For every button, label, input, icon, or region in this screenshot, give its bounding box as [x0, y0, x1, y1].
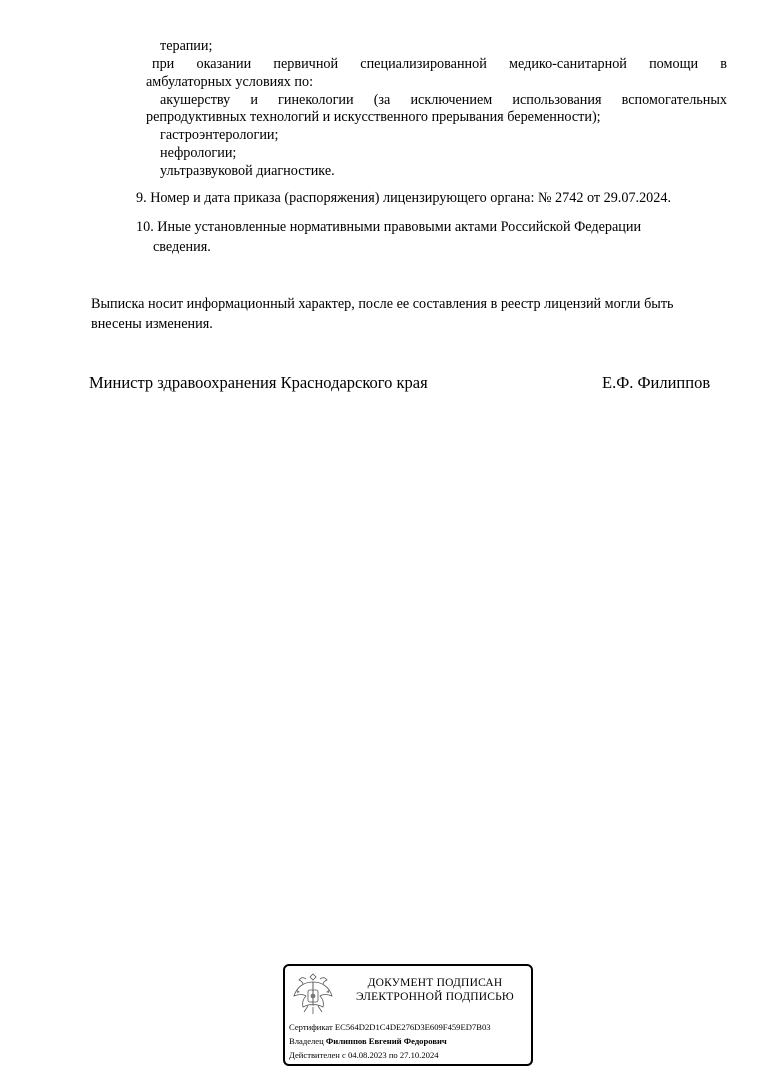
text-line-nephro: нефрологии; [160, 145, 237, 161]
stamp-validity-value: с 04.08.2023 по 27.10.2024 [342, 1050, 439, 1060]
item-9-order: 9. Номер и дата приказа (распоряжения) лицензирующего органа: № 2742 от 29.07.2024. [136, 190, 672, 206]
stamp-certificate-value: EC564D2D1C4DE276D3E609F459ED7B03 [334, 1022, 491, 1032]
text-line-ambulatory: амбулаторных условиях по: [146, 74, 314, 90]
stamp-heading-line-1: ДОКУМЕНТ ПОДПИСАН [367, 977, 503, 989]
signer-name: Е.Ф. Филиппов [602, 373, 711, 392]
text-line-obstetrics: акушерству и гинекологии (за исключением использования вспомогательных [160, 92, 727, 108]
text-line-ultrasound: ультразвуковой диагностике. [160, 163, 335, 179]
stamp-owner-value: Филиппов Евгений Федорович [325, 1036, 447, 1046]
stamp-heading-line-2: ЭЛЕКТРОННОЙ ПОДПИСЬЮ [356, 991, 514, 1003]
signer-title: Министр здравоохранения Краснодарского края [89, 373, 428, 392]
stamp-heading [337, 976, 533, 1004]
stamp-owner-label: Владелец [289, 1036, 324, 1046]
stamp-validity-label: Действителен [289, 1050, 340, 1060]
stamp-validity [289, 1050, 439, 1061]
note-line-1: Выписка носит информационный характер, после ее составления в реестр лицензий могли быть [91, 296, 674, 312]
coat-of-arms-icon [291, 970, 335, 1018]
text-line-therapy: терапии; [160, 38, 213, 54]
note-line-2: внесены изменения. [91, 316, 213, 332]
electronic-signature-stamp [283, 964, 533, 1066]
stamp-certificate-label: Сертификат [289, 1022, 333, 1032]
text-line-reproductive: репродуктивных технологий и искусственного прерывания беременности); [146, 109, 601, 125]
text-line-primary-care: при оказании первичной специализированной медико-санитарной помощи в [152, 56, 727, 72]
item-10-line-2: сведения. [153, 239, 211, 255]
stamp-certificate [289, 1022, 491, 1033]
text-line-gastro: гастроэнтерологии; [160, 127, 279, 143]
stamp-owner [289, 1036, 447, 1047]
item-10-line-1: 10. Иные установленные нормативными правовыми актами Российской Федерации [136, 219, 642, 235]
